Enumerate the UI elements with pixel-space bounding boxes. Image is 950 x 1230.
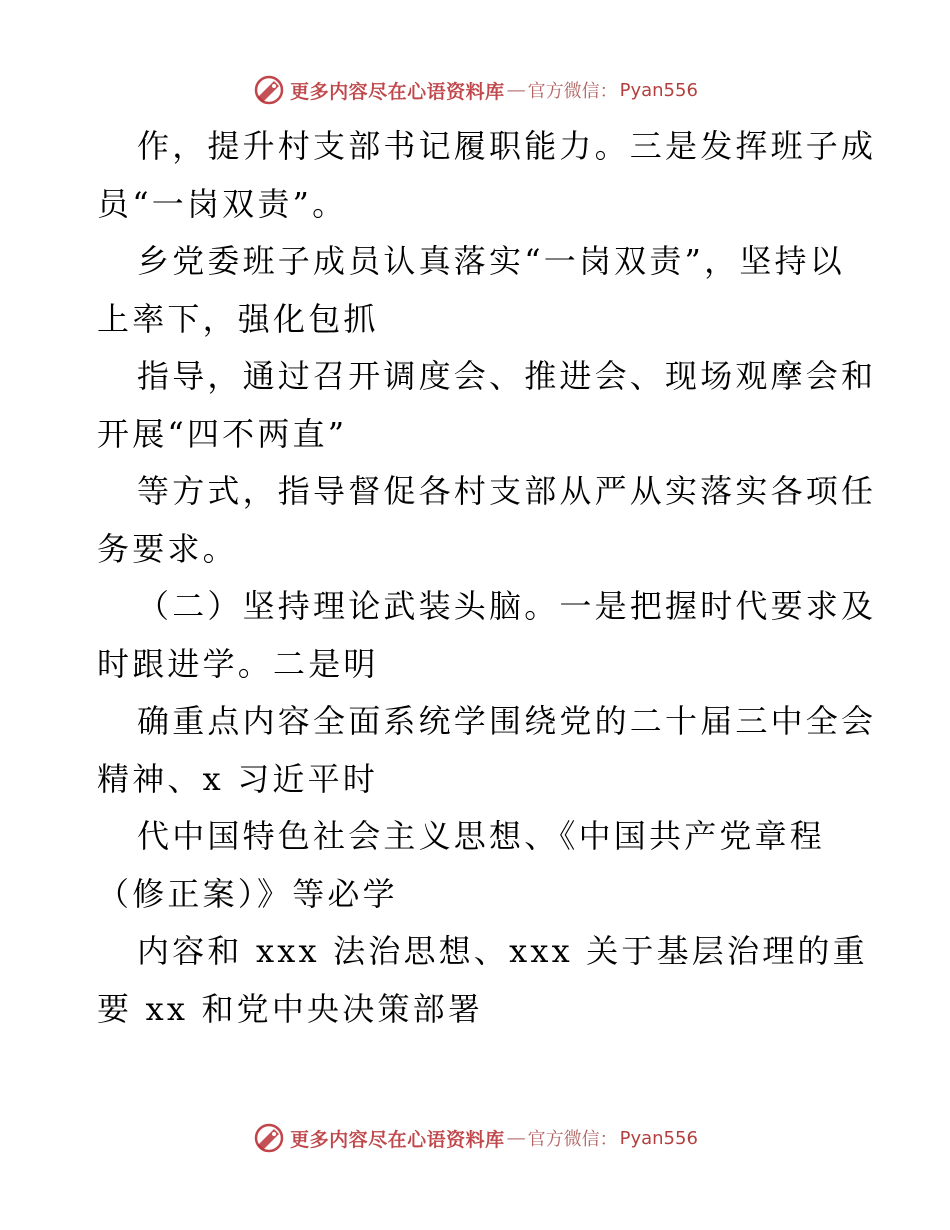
watermark-main-text: 更多内容尽在心语资料库 xyxy=(290,1128,505,1151)
text-line: 务要求。 xyxy=(97,529,238,568)
text-line: 代中国特色社会主义思想、《中国共产党章程 xyxy=(137,817,826,855)
watermark-wechat-id: Pyan556 xyxy=(619,79,698,101)
watermark-header xyxy=(0,72,950,108)
document-body xyxy=(97,118,877,1038)
watermark-main-text: 更多内容尽在心语资料库 xyxy=(290,80,505,103)
text-line: 内容和 xxx 法治思想、xxx 关于基层治理的重 xyxy=(137,932,868,970)
text-line: 等方式，指导督促各村支部从严从实落实各项任 xyxy=(137,472,877,510)
text-line: （修正案）》等必学 xyxy=(97,874,398,913)
watermark-separator: — xyxy=(506,1127,526,1149)
pen-nib-circle-icon xyxy=(252,73,286,107)
watermark-label: 官方微信： xyxy=(527,81,618,102)
text-line: 乡党委班子成员认真落实“一岗双责”，坚持以 xyxy=(137,242,845,280)
text-line: 作，提升村支部书记履职能力。三是发挥班子成 xyxy=(137,127,877,165)
pen-nib-circle-icon xyxy=(252,1121,286,1155)
text-line: 要 xx 和党中央决策部署 xyxy=(97,989,484,1028)
watermark-label: 官方微信： xyxy=(527,1129,618,1150)
text-line: 上率下，强化包抓 xyxy=(97,299,379,338)
text-line: 确重点内容全面系统学围绕党的二十届三中全会 xyxy=(137,702,877,740)
text-line: 员“一岗双责”。 xyxy=(97,184,348,223)
text-line: 开展“四不两直” xyxy=(97,414,348,453)
text-line: 时跟进学。二是明 xyxy=(97,644,379,683)
text-line: 精神、x 习近平时 xyxy=(97,759,379,798)
text-line: 指导，通过召开调度会、推进会、现场观摩会和 xyxy=(137,357,877,395)
watermark-separator: — xyxy=(506,79,526,101)
watermark-wechat-id: Pyan556 xyxy=(619,1127,698,1149)
watermark-footer xyxy=(0,1120,950,1156)
text-line: （二）坚持理论武装头脑。一是把握时代要求及 xyxy=(137,587,877,625)
